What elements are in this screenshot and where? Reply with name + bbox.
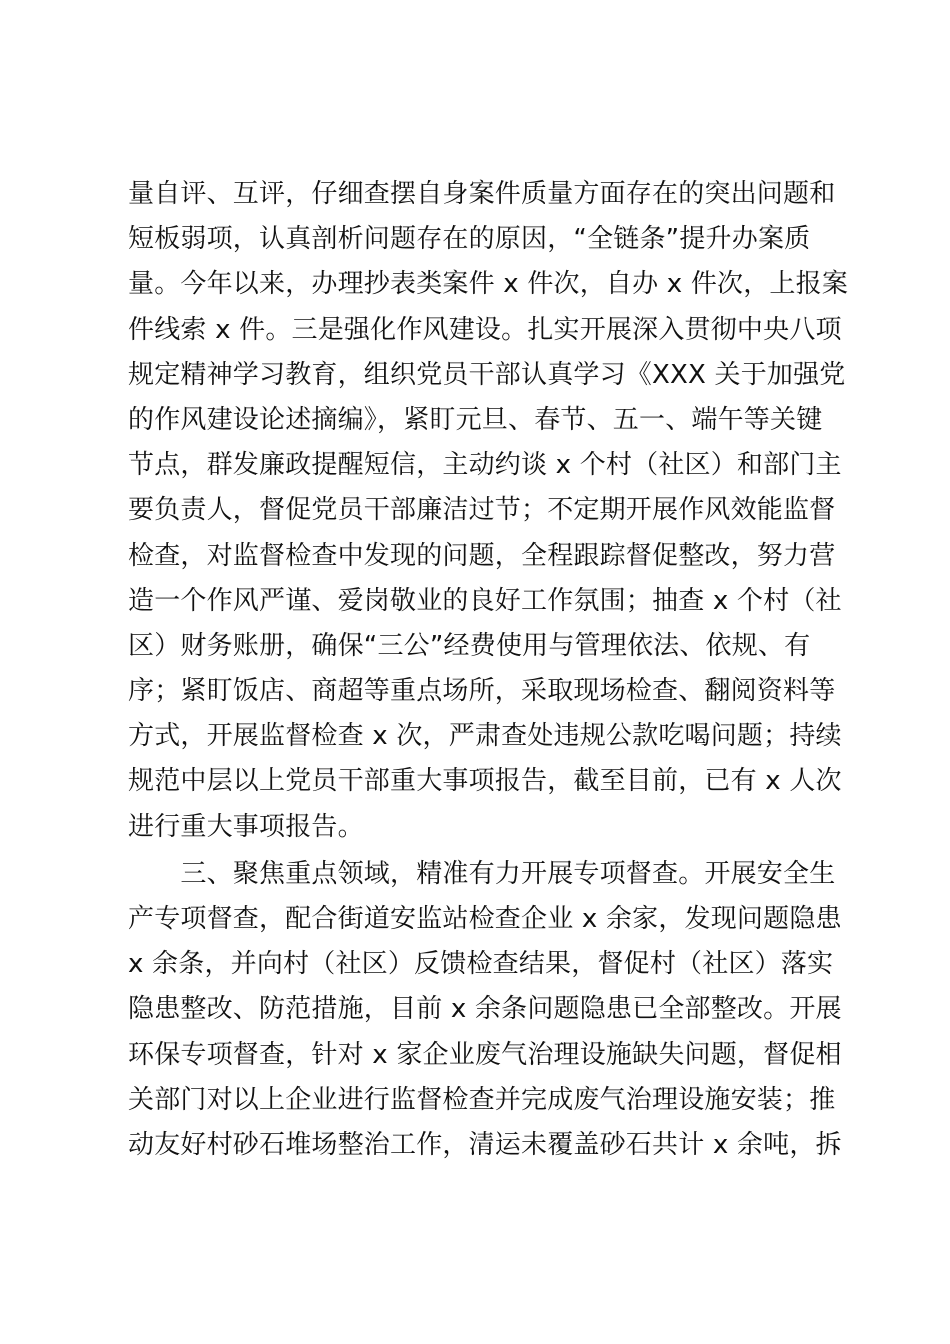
text-line: 进行重大事项报告。 [128,811,364,842]
text-line: 区）财务账册，确保“三公”经费使用与管理依法、依规、有 [128,630,811,661]
text-line: 环保专项督查，针对 x 家企业废气治理设施缺失问题，督促相 [128,1039,842,1070]
body-text [128,172,849,1168]
text-line: 量。今年以来，办理抄表类案件 x 件次，自办 x 件次，上报案 [128,269,849,300]
text-line: 的作风建设论述摘编》，紧盯元旦、春节、五一、端午等关键 [128,404,823,435]
text-line: x 余条，并向村（社区）反馈检查结果，督促村（社区）落实 [128,949,834,980]
text-line: 动友好村砂石堆场整治工作，清运未覆盖砂石共计 x 余吨，拆 [128,1129,842,1160]
paragraph-start-line: 三、聚焦重点领域，精准有力开展专项督查。开展安全生 [128,858,836,889]
text-line: 产专项督查，配合街道安监站检查企业 x 余家，发现问题隐患 [128,904,842,934]
text-line: 规定精神学习教育，组织党员干部认真学习《XXX 关于加强党 [128,359,846,390]
text-line: 隐患整改、防范措施，目前 x 余条问题隐患已全部整改。开展 [128,994,842,1025]
text-line: 规范中层以上党员干部重大事项报告，截至目前，已有 x 人次 [128,766,842,797]
text-line: 件线索 x 件。三是强化作风建设。扎实开展深入贯彻中央八项 [128,314,842,345]
text-line: 节点，群发廉政提醒短信，主动约谈 x 个村（社区）和部门主 [128,450,842,481]
text-line: 方式，开展监督检查 x 次，严肃查处违规公款吃喝问题；持续 [128,721,842,752]
text-line: 检查，对监督检查中发现的问题，全程跟踪督促整改，努力营 [128,540,836,571]
text-line: 序；紧盯饭店、商超等重点场所，采取现场检查、翻阅资料等 [128,676,836,707]
text-line: 量自评、互评，仔细查摆自身案件质量方面存在的突出问题和 [128,179,836,209]
text-line: 短板弱项，认真剖析问题存在的原因，“全链条”提升办案质 [128,224,811,255]
text-line: 造一个作风严谨、爱岗敬业的良好工作氛围；抽查 x 个村（社 [128,585,842,616]
text-line: 关部门对以上企业进行监督检查并完成废气治理设施安装；推 [128,1084,836,1115]
text-line: 要负责人，督促党员干部廉洁过节；不定期开展作风效能监督 [128,495,836,526]
